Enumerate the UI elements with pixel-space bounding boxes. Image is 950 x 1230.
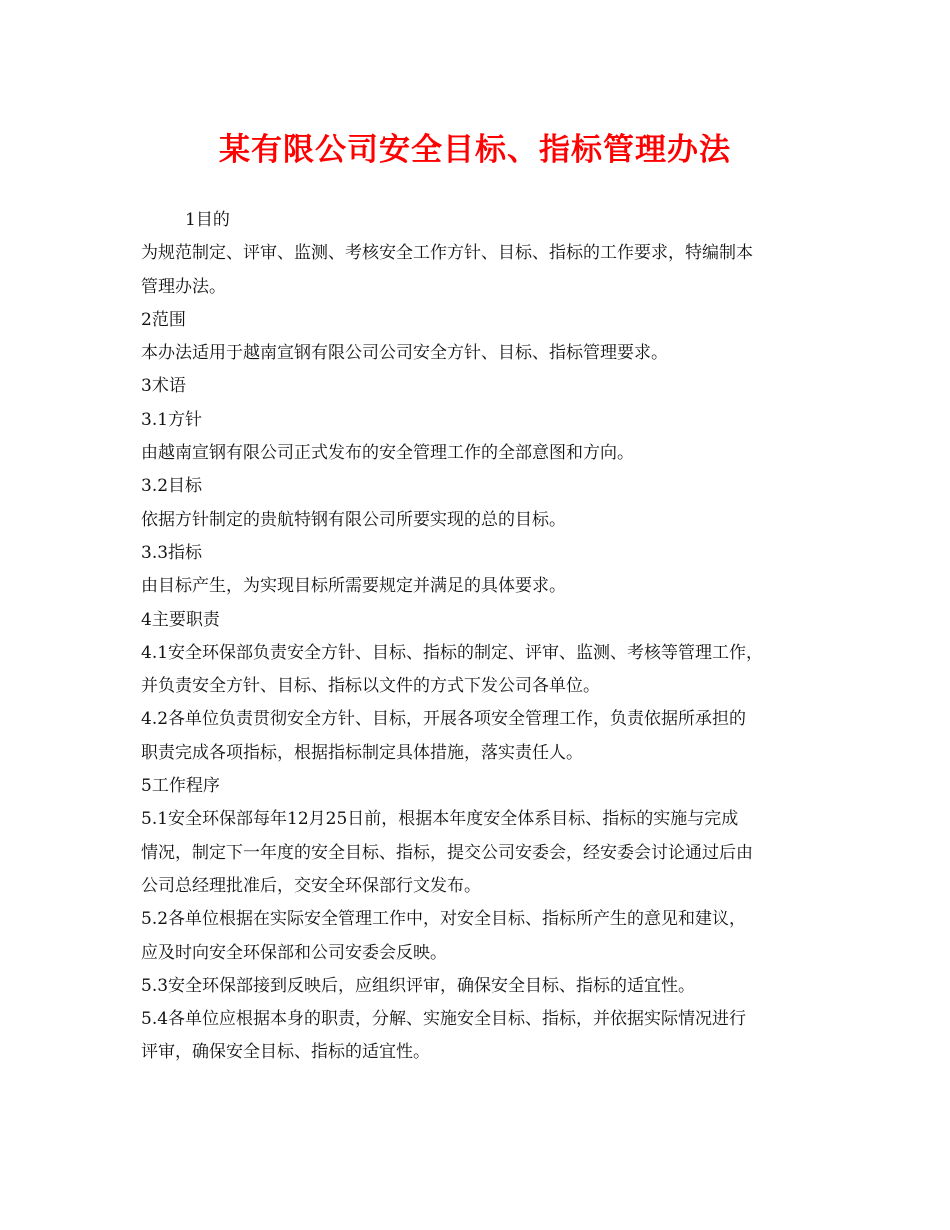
paragraph-line: 由越南宣钢有限公司正式发布的安全管理工作的全部意图和方向。	[141, 443, 634, 464]
paragraph-line: 4.2各单位负责贯彻安全方针、目标，开展各项安全管理工作，负责依据所承担的	[141, 709, 747, 730]
paragraph-line: 公司总经理批准后，交安全环保部行文发布。	[141, 875, 481, 896]
paragraph-line: 5.4各单位应根据本身的职责，分解、实施安全目标、指标，并依据实际情况进行	[141, 1009, 747, 1030]
paragraph-line: 5.3安全环保部接到反映后，应组织评审，确保安全目标、指标的适宜性。	[141, 975, 696, 996]
paragraph-line: 依据方针制定的贵航特钢有限公司所要实现的总的目标。	[141, 509, 566, 530]
paragraph-line: 5.1安全环保部每年12月25日前，根据本年度安全体系目标、指标的实施与完成	[141, 809, 739, 830]
subsection-heading: 3.3指标	[141, 542, 203, 563]
paragraph-line: 并负责安全方针、目标、指标以文件的方式下发公司各单位。	[141, 676, 600, 697]
subsection-heading: 3.1方针	[141, 409, 203, 430]
section-heading: 5工作程序	[141, 776, 220, 797]
document-body	[141, 204, 831, 1070]
section-heading: 4主要职责	[141, 609, 220, 630]
document-title: 某有限公司安全目标、指标管理办法	[219, 132, 731, 168]
paragraph-line: 为规范制定、评审、监测、考核安全工作方针、目标、指标的工作要求，特编制本	[141, 243, 753, 264]
paragraph-line: 评审，确保安全目标、指标的适宜性。	[141, 1042, 430, 1063]
section-heading: 3术语	[141, 376, 186, 397]
paragraph-line: 应及时向安全环保部和公司安委会反映。	[141, 942, 447, 963]
paragraph-line: 职责完成各项指标，根据指标制定具体措施，落实责任人。	[141, 742, 583, 763]
section-heading: 2范围	[141, 309, 186, 330]
paragraph-line: 4.1安全环保部负责安全方针、目标、指标的制定、评审、监测、考核等管理工作，	[141, 642, 764, 663]
paragraph-line: 管理办法。	[141, 276, 226, 297]
subsection-heading: 3.2目标	[141, 476, 203, 497]
paragraph-line: 由目标产生，为实现目标所需要规定并满足的具体要求。	[141, 576, 566, 597]
paragraph-line: 情况，制定下一年度的安全目标、指标，提交公司安委会，经安委会讨论通过后由	[141, 842, 753, 863]
paragraph-line: 本办法适用于越南宣钢有限公司公司安全方针、目标、指标管理要求。	[141, 343, 668, 364]
section-heading: 1目的	[185, 210, 230, 230]
paragraph-line: 5.2各单位根据在实际安全管理工作中，对安全目标、指标所产生的意见和建议，	[141, 909, 747, 930]
